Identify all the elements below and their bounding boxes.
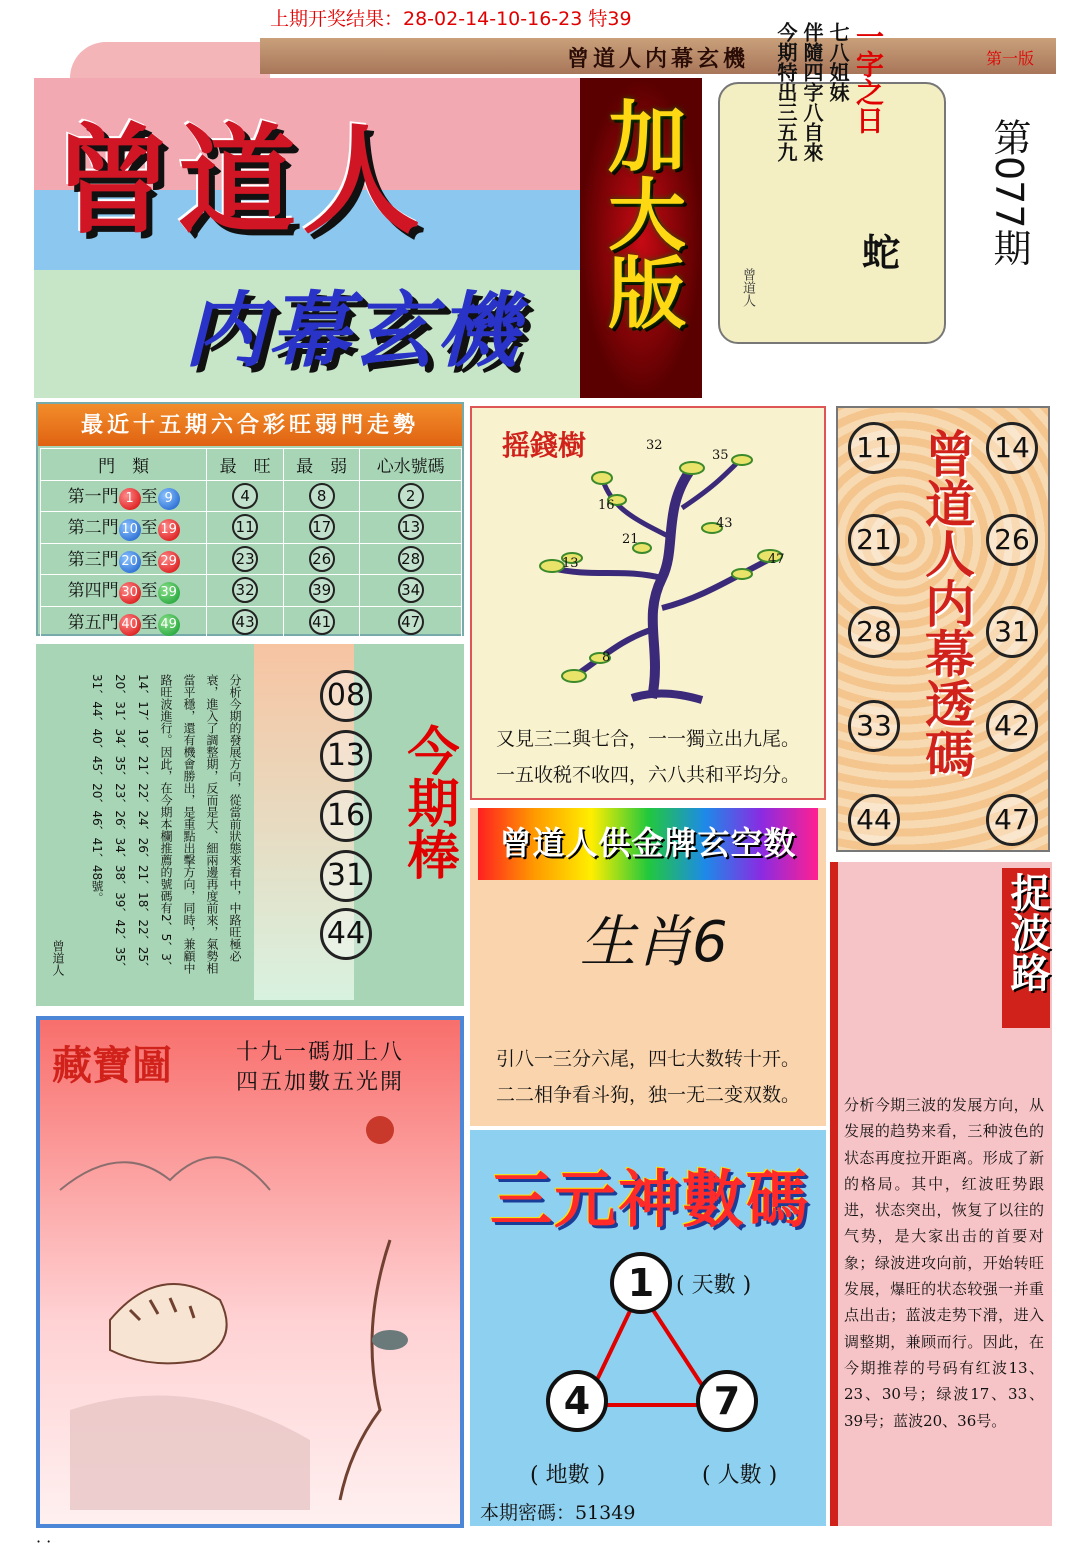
reveal-number: 11 [848,422,900,474]
pick-cell [360,606,462,638]
pick-cell [360,543,462,575]
pick-number: 28 [398,546,424,572]
reveal-number: 26 [986,514,1038,566]
di-label: ( 地數 ) [530,1463,606,1488]
reveal-number: 44 [848,794,900,846]
scroll-line-2: 伴隨四字八自來 [800,22,824,162]
tian-number: 1 [610,1252,672,1314]
reveal-panel [836,406,1050,852]
gold-banner-text: 曾道人供金牌玄空数 [499,824,797,862]
trend-table [40,448,462,638]
last-result: 上期开奖结果：28-02-14-10-16-23 特39 [270,8,632,30]
max-cell [207,606,284,638]
min-cell [283,480,360,512]
wave-text: 分析今期三波的发展方向，从发展的趋势来看，三种波色的状态再度拉开距离。形成了新的格局。其中，红波旺势跟进，状态突出，恢复了以往的气势，是大家出击的首要对象；绿波进攻向前，开始转旺发展，爆旺的状态较强一并重点出击；蓝波走势下滑，进入调整期，兼顾而行。因此，在今期推荐的号码有红波13、23、30号；绿波17、33、39号；蓝波20、36号。 [844,1096,1044,1430]
analysis-text: 分析今期的發展方向，從當前狀態來看中，中路旺極必衰，進入了調整期，反而是大、細兩邊再度前來，氣勢相當平穩，還有機會勝出，是重點出擊方向，同時，兼顧中路旺波進行。因此，在今期本欄推薦的號碼有2、5、3、14、17、19、21、22、24、26、21、18、22、25、20、31、34、35、23、26、34、38、39、42、35、31、44、40、45、20、46、41、48號。 [90,674,242,974]
pick-cell [360,480,462,512]
tree-number: 32 [646,438,663,453]
wave-label: 捉波路 [1004,872,1051,992]
ball-icon: 20 [119,551,141,573]
top-bar-title: 曾道人内幕玄機 [566,46,749,72]
scroll-line-3: 今期特出三五九 [774,22,798,162]
reveal-title: 曾道人内幕透碼 [917,428,976,778]
max-cell [207,512,284,544]
min-number: 17 [309,514,335,540]
table-row [41,480,462,512]
min-number: 26 [309,546,335,572]
ren-number: 7 [696,1370,758,1432]
tree-number: 21 [622,532,639,547]
gold-poem-2: 二二相争看斗狗，独一无二变双数。 [495,1084,800,1106]
top-bar [260,38,1056,74]
pick-number: 2 [398,483,424,509]
min-cell [283,575,360,607]
gate-label: 第三門 [67,549,119,570]
reveal-number: 47 [986,794,1038,846]
pick-cell [360,575,462,607]
wave-bar [830,862,838,1526]
trend-header: 最 旺 [207,449,284,481]
pick-number: 47 [398,609,424,635]
pick-number: 16 [320,790,372,842]
pick-number: 08 [320,670,372,722]
max-number: 32 [232,577,258,603]
max-cell [207,543,284,575]
pick-number: 13 [320,730,372,782]
gate-label: 第一門 [67,486,119,507]
scroll-line-1: 七八姐妹 [826,22,850,102]
pick-number: 13 [398,514,424,540]
money-tree-icon [512,448,802,708]
treasure-title: 藏寶圖 [52,1042,172,1089]
sanyuan-title: 三元神數碼 [489,1163,810,1236]
ren-label: ( 人數 ) [702,1463,778,1488]
wave-panel [830,862,1052,1526]
max-number: 23 [232,546,258,572]
max-cell [207,575,284,607]
reveal-number: 33 [848,700,900,752]
trend-title: 最近十五期六合彩旺弱門走勢 [38,404,462,446]
max-number: 4 [232,483,258,509]
table-row [41,512,462,544]
ball-icon: 30 [119,582,141,604]
footer-dots: · · [36,1532,52,1551]
gate-label: 第二門 [67,518,119,539]
scroll-heading: 一字之日 [852,22,885,134]
ball-icon: 10 [119,519,141,541]
gate-label: 第四門 [67,581,119,602]
gold-panel [470,808,826,1126]
ball-icon: 9 [158,488,180,510]
min-cell [283,543,360,575]
tree-number: 47 [768,552,785,567]
decorative-band [70,42,270,78]
pick-number: 44 [320,908,372,960]
max-number: 11 [232,514,258,540]
tree-number: 35 [712,448,729,463]
ball-icon: 1 [119,488,141,510]
tree-poem-2: 一五收税不收四，六八共和平均分。 [495,764,800,786]
masthead-subtitle: 内幕玄機 [184,283,520,379]
trend-header: 最 弱 [283,449,360,481]
table-row [41,575,462,607]
tree-number: 16 [598,498,615,513]
gate-cell: 第四門 30 至 39 [41,575,207,607]
treasure-poem-1: 十九一碼加上八 [236,1040,405,1065]
reveal-number: 28 [848,606,900,658]
secret-code: 本期密碼：51349 [480,1502,636,1524]
reveal-number: 42 [986,700,1038,752]
trend-header: 心水號碼 [360,449,462,481]
ball-icon: 29 [158,551,180,573]
trend-table-panel [36,402,464,636]
analysis-signature: 曾道人 [51,940,65,976]
min-number: 39 [309,577,335,603]
pick-number: 31 [320,850,372,902]
gate-cell: 第一門 1 至 9 [41,480,207,512]
reveal-number: 31 [986,606,1038,658]
treasure-panel [36,1016,464,1528]
masthead-title: 曾道人 [54,111,427,250]
treasure-painting [50,1110,450,1510]
ball-icon: 40 [119,614,141,636]
masthead-badge: 加大版 [595,96,686,330]
treasure-poem-2: 四五加數五光開 [236,1070,405,1095]
gold-scribble: 生肖6 [580,910,728,975]
min-cell [283,606,360,638]
issue-number: 第077期 [987,118,1031,267]
min-number: 8 [309,483,335,509]
gate-cell: 第三門 20 至 29 [41,543,207,575]
pick-number: 34 [398,577,424,603]
gate-cell: 第二門 10 至 19 [41,512,207,544]
max-number: 43 [232,609,258,635]
edition-label: 第一版 [985,49,1034,68]
trend-header: 門 類 [41,449,207,481]
picks-label: 今期棒 [398,724,459,880]
scroll-signature: 曾道人 [740,268,755,307]
gate-label: 第五門 [67,612,119,633]
table-row [41,543,462,575]
tree-number: 43 [716,516,733,531]
money-tree-title: 摇錢樹 [502,429,587,462]
ball-icon: 49 [158,614,180,636]
ball-icon: 19 [158,519,180,541]
analysis-panel [36,644,464,1006]
reveal-number: 14 [986,422,1038,474]
money-tree-panel [470,406,826,800]
gate-cell: 第五門 40 至 49 [41,606,207,638]
scroll-zodiac: 蛇 [862,230,901,275]
gold-poem-1: 引八一三分六尾，四七大数转十开。 [495,1048,800,1070]
pick-cell [360,512,462,544]
min-cell [283,512,360,544]
table-row [41,606,462,638]
tian-label: ( 天數 ) [676,1273,752,1298]
tree-number: 8 [602,650,611,665]
tree-number: 13 [562,556,579,571]
di-number: 4 [546,1370,608,1432]
sanyuan-panel [470,1130,826,1526]
ball-icon: 39 [158,582,180,604]
max-cell [207,480,284,512]
tree-poem-1: 又見三二與七合，一一獨立出九尾。 [495,728,800,750]
masthead [34,78,702,398]
min-number: 41 [309,609,335,635]
reveal-number: 21 [848,514,900,566]
